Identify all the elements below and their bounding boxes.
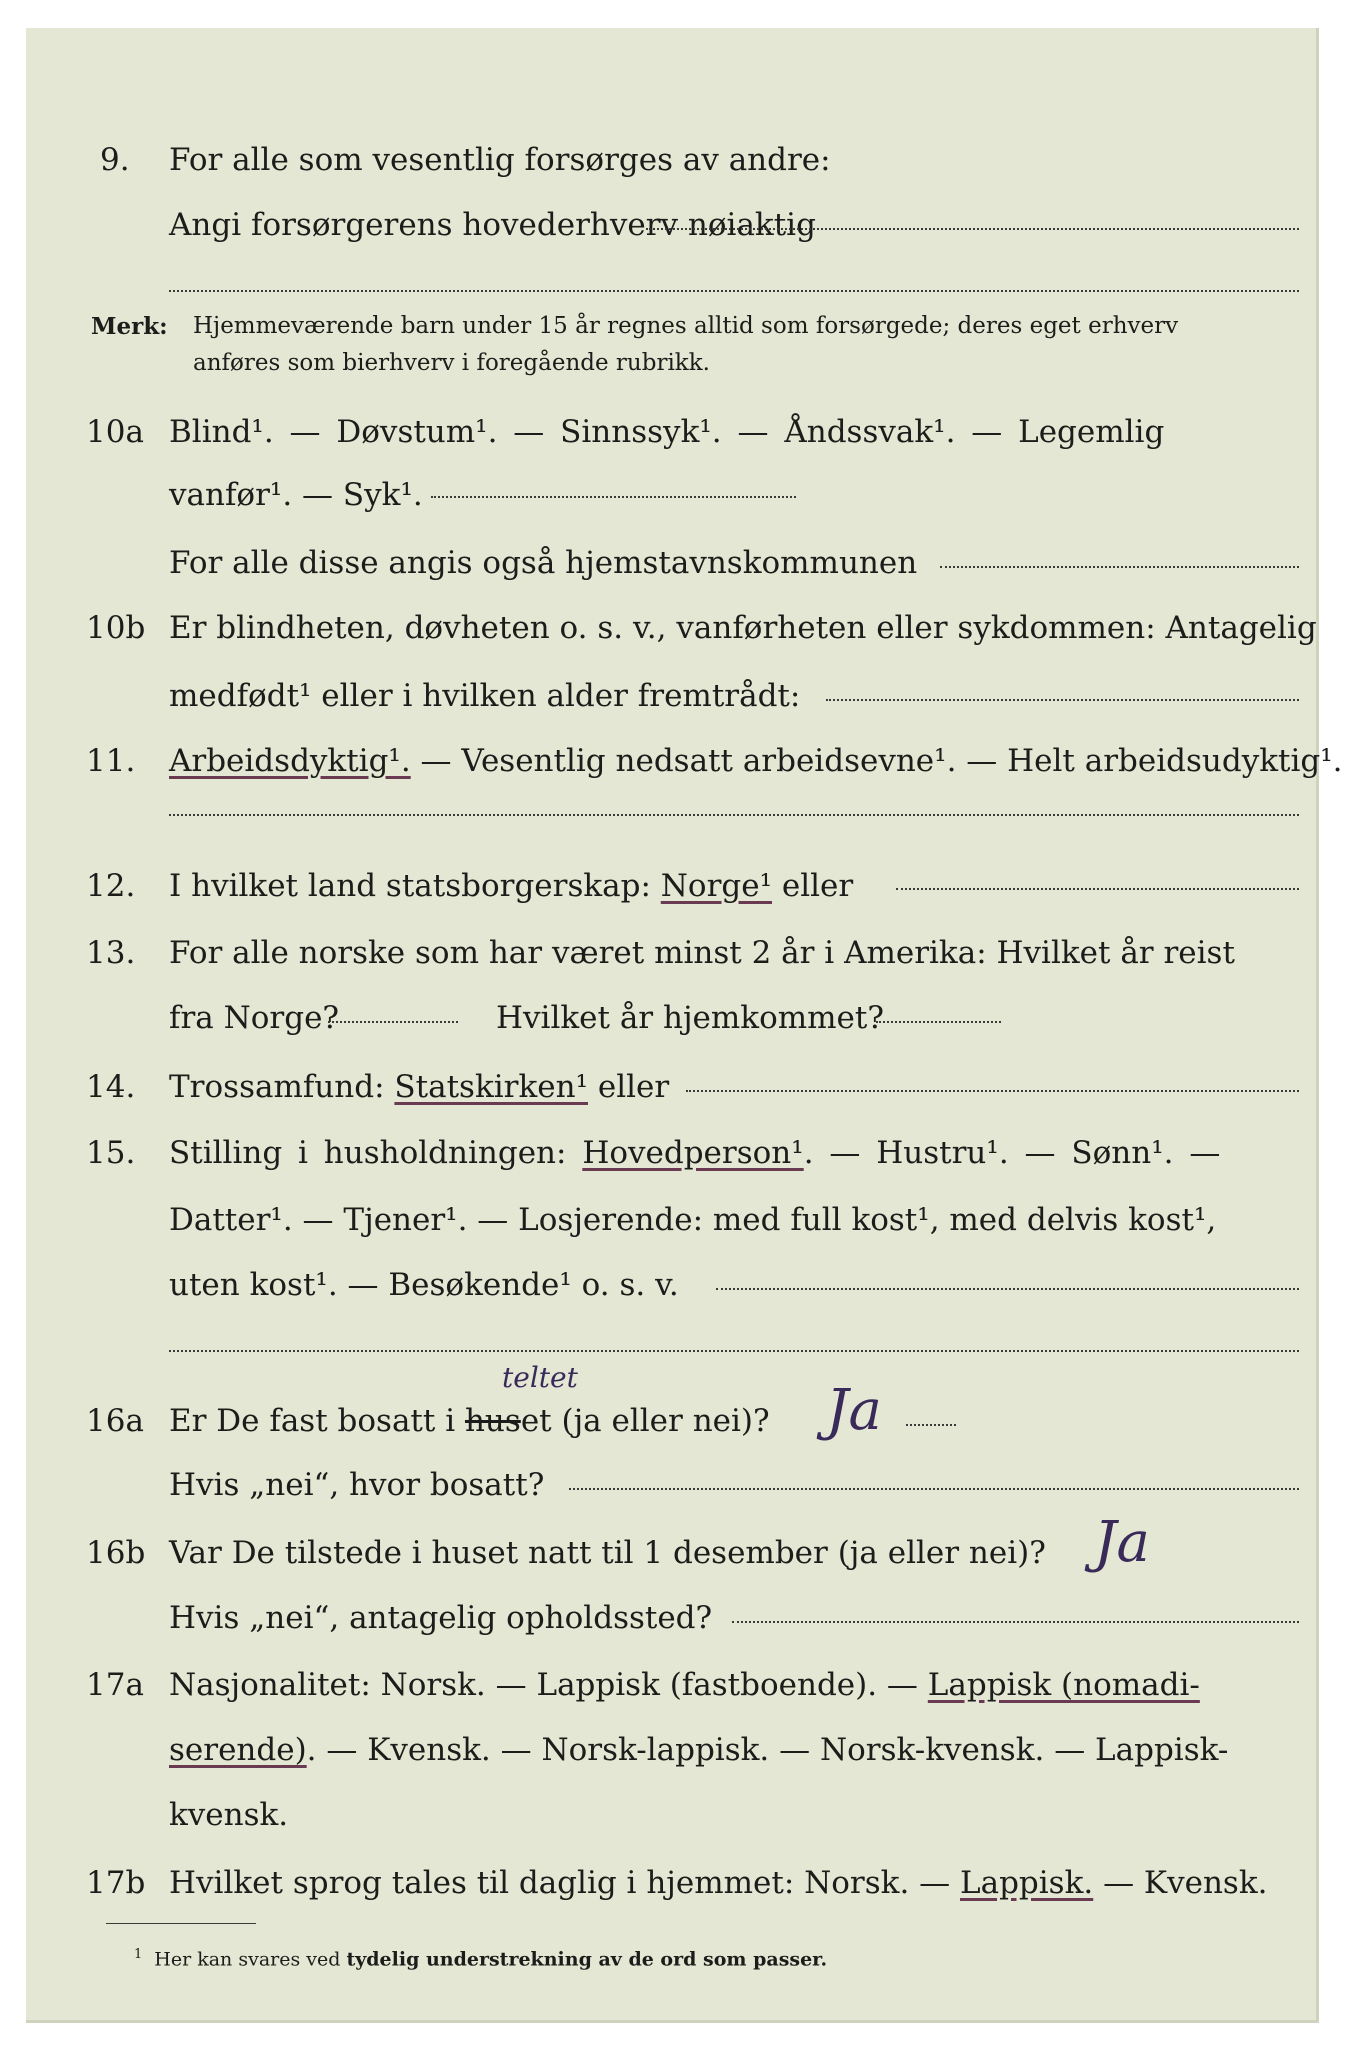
- q14-answer-line[interactable]: [686, 1090, 1299, 1092]
- q16b-line1: Var De tilstede i huset natt til 1 desember (ja eller nei)?: [169, 1535, 1046, 1571]
- q13-number: 13.: [86, 935, 136, 971]
- q13-part-b: Hvilket år hjemkommet?: [496, 1000, 884, 1036]
- q10b-number: 10b: [86, 610, 146, 646]
- q17a-pre: Nasjonalitet: Norsk. — Lappisk (fastboende). —: [169, 1667, 928, 1703]
- q12-option-norge[interactable]: Norge¹: [660, 868, 773, 904]
- merk-label: Merk:: [91, 313, 168, 340]
- q16a-answer-line[interactable]: [906, 1424, 956, 1426]
- q13-line1: For alle norske som har været minst 2 år i Amerika: Hvilket år reist: [169, 935, 1235, 971]
- q16b-number: 16b: [86, 1535, 146, 1571]
- q15-line1: [169, 1135, 1221, 1171]
- q13-part-a: fra Norge?: [169, 1000, 340, 1036]
- q17b-option-lappisk[interactable]: Lappisk.: [960, 1865, 1094, 1901]
- q17a-option-lappisk-nomadiserende[interactable]: Lappisk (nomadi-: [927, 1667, 1200, 1703]
- q12-answer-line[interactable]: [896, 888, 1299, 890]
- merk-line2: anføres som bierhverv i foregående rubrikk.: [193, 350, 710, 376]
- q16a-pre: Er De fast bosatt i: [169, 1403, 465, 1439]
- q15-number: 15.: [86, 1135, 136, 1171]
- footnote-text: Her kan svares ved: [154, 1948, 347, 1971]
- q9-line2: Angi forsørgerens hovederhverv nøiaktig: [169, 207, 816, 243]
- q12-line: [169, 868, 854, 904]
- q16a-line1: [169, 1403, 770, 1439]
- q11-option-arbeidsdyktig[interactable]: Arbeidsdyktig¹.: [169, 743, 411, 779]
- q16a-line2: Hvis „nei“, hvor bosatt?: [169, 1467, 545, 1503]
- q14-number: 14.: [86, 1069, 136, 1105]
- q16b-line2: Hvis „nei“, antagelig opholdssted?: [169, 1600, 713, 1636]
- q9-number: 9.: [100, 142, 130, 178]
- q11-answer-line[interactable]: [169, 814, 1299, 816]
- q12-number: 12.: [86, 868, 136, 904]
- q17a-option-lappisk-nomadiserende-cont[interactable]: serende): [169, 1732, 307, 1768]
- q14-line: [169, 1069, 670, 1105]
- q16b-answer[interactable]: Ja: [1094, 1510, 1150, 1575]
- footnote-rule: [106, 1923, 256, 1924]
- merk-line1: Hjemmeværende barn under 15 år regnes alltid som forsørgede; deres eget erhverv: [193, 313, 1179, 339]
- q9-answer-line-2[interactable]: [169, 290, 1299, 292]
- q17a-line2-rest: . — Kvensk. — Norsk-lappisk. — Norsk-kvensk. — Lappisk-: [306, 1732, 1229, 1768]
- q12-post: eller: [772, 868, 854, 904]
- q12-pre: I hvilket land statsborgerskap:: [169, 868, 661, 904]
- q9-answer-line[interactable]: [646, 228, 1299, 230]
- q16a-struck-word: hus: [464, 1403, 521, 1439]
- q10a-hometown-line[interactable]: [940, 566, 1299, 568]
- q17a-line3: kvensk.: [169, 1797, 289, 1833]
- q16b-location-line[interactable]: [732, 1621, 1299, 1623]
- q15-option-hovedperson[interactable]: Hovedperson¹: [582, 1135, 804, 1171]
- q17b-number: 17b: [86, 1865, 146, 1901]
- q17b-pre: Hvilket sprog tales til daglig i hjemmet: Norsk. —: [169, 1865, 960, 1901]
- q11-number: 11.: [86, 743, 136, 779]
- q13-return-line[interactable]: [876, 1021, 1001, 1023]
- q10a-line1: Blind¹. — Døvstum¹. — Sinnssyk¹. — Åndssvak¹. — Legemlig: [169, 414, 1165, 450]
- q14-pre: Trossamfund:: [169, 1069, 395, 1105]
- q16a-handwritten-insert: teltet: [502, 1361, 578, 1394]
- q17a-number: 17a: [86, 1667, 144, 1703]
- q10b-line1: Er blindheten, døvheten o. s. v., vanførheten eller sykdommen: Antagelig: [169, 610, 1317, 646]
- q15-line2: Datter¹. — Tjener¹. — Losjerende: med full kost¹, med delvis kost¹,: [169, 1202, 1217, 1238]
- q15-line3: uten kost¹. — Besøkende¹ o. s. v.: [169, 1267, 679, 1303]
- q15-post: . — Hustru¹. — Sønn¹. —: [803, 1135, 1221, 1171]
- q14-option-statskirken[interactable]: Statskirken¹: [394, 1069, 588, 1105]
- q11-line: [169, 743, 1343, 779]
- q15-answer-line-2[interactable]: [169, 1350, 1299, 1352]
- q10a-answer-line[interactable]: [431, 496, 796, 498]
- census-form-page: [26, 28, 1343, 2023]
- footnote-mark: 1: [134, 1947, 143, 1962]
- q14-post: eller: [588, 1069, 670, 1105]
- q16a-location-line[interactable]: [569, 1488, 1299, 1490]
- q15-pre: Stilling i husholdningen:: [169, 1135, 583, 1171]
- footnote: [134, 1948, 827, 1969]
- q10a-line2: vanfør¹. — Syk¹.: [169, 477, 423, 513]
- footnote-emphasis: tydelig understrekning av de ord som passer.: [346, 1948, 828, 1971]
- q17a-line1: [169, 1667, 1200, 1703]
- q11-rest: — Vesentlig nedsatt arbeidsevne¹. — Helt arbeidsudyktig¹.: [410, 743, 1343, 779]
- q10b-line2: medfødt¹ eller i hvilken alder fremtrådt:: [169, 678, 801, 714]
- q13-departure-line[interactable]: [328, 1021, 458, 1023]
- q16a-number: 16a: [86, 1403, 144, 1439]
- q10a-number: 10a: [86, 414, 144, 450]
- q17b-post: — Kvensk.: [1093, 1865, 1268, 1901]
- q17a-line2: [169, 1732, 1229, 1768]
- q15-answer-line[interactable]: [716, 1288, 1299, 1290]
- q16a-answer[interactable]: Ja: [826, 1378, 882, 1443]
- q10a-line3: For alle disse angis også hjemstavnskommunen: [169, 545, 918, 581]
- q16a-post: et (ja eller nei)?: [520, 1403, 770, 1439]
- q17b-line: [169, 1865, 1268, 1901]
- q10b-answer-line[interactable]: [826, 699, 1299, 701]
- q9-line1: For alle som vesentlig forsørges av andre:: [169, 142, 831, 178]
